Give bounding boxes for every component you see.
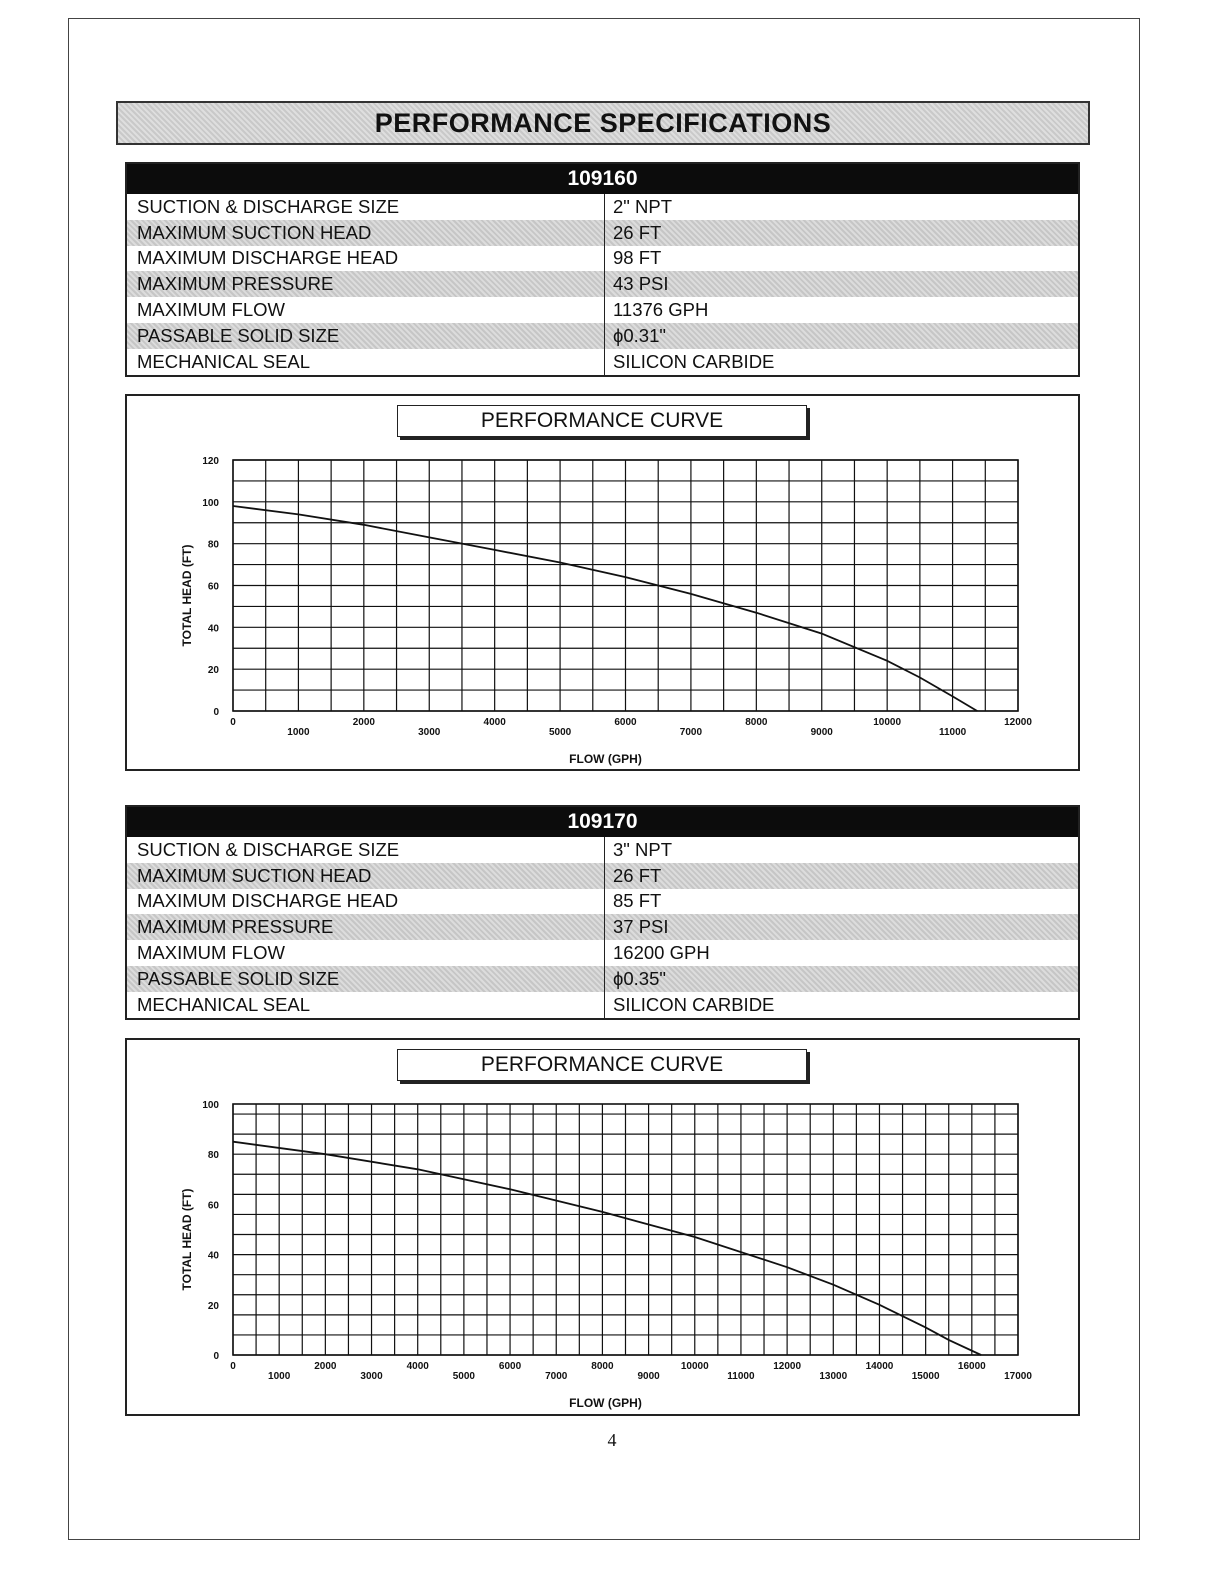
- x-tick-label: 12000: [1004, 717, 1032, 728]
- x-tick-label: 9000: [810, 727, 833, 738]
- spec-row: [127, 194, 1078, 220]
- x-tick-label: 15000: [911, 1371, 940, 1382]
- spec-value: SILICON CARBIDE: [604, 992, 1078, 1018]
- spec-label: SUCTION & DISCHARGE SIZE: [137, 195, 400, 217]
- spec-value: 98 FT: [604, 246, 1078, 272]
- spec-row: [127, 271, 1078, 297]
- x-tick-label: 9000: [637, 1371, 660, 1382]
- x-tick-label: 14000: [865, 1361, 894, 1372]
- page-number: 4: [607, 1430, 617, 1450]
- spec-label: MAXIMUM FLOW: [137, 299, 285, 321]
- model-header: 109160: [127, 164, 1078, 194]
- y-tick-label: 0: [213, 707, 219, 718]
- y-tick-label: 100: [202, 1100, 219, 1111]
- spec-label: MAXIMUM DISCHARGE HEAD: [137, 890, 399, 912]
- x-tick-label: 11000: [938, 727, 967, 738]
- spec-label: MAXIMUM DISCHARGE HEAD: [137, 247, 399, 269]
- x-tick-label: 10000: [873, 717, 902, 728]
- spec-table-109160: [125, 162, 1080, 377]
- spec-row: [127, 246, 1078, 272]
- y-tick-label: 0: [213, 1351, 219, 1362]
- x-tick-label: 3000: [360, 1371, 383, 1382]
- x-tick-label: 8000: [591, 1361, 614, 1372]
- y-tick-label: 20: [207, 1300, 219, 1312]
- x-tick-label: 0: [230, 717, 236, 728]
- performance-chart-109160: [125, 394, 1080, 771]
- spec-row: [127, 349, 1078, 375]
- spec-row: [127, 837, 1078, 863]
- series-line-109160: [233, 506, 977, 711]
- spec-label: SUCTION & DISCHARGE SIZE: [137, 838, 400, 860]
- spec-label: MECHANICAL SEAL: [137, 993, 311, 1015]
- spec-row: [127, 863, 1078, 889]
- x-tick-label: 17000: [1004, 1371, 1032, 1382]
- x-tick-label: 7000: [545, 1371, 568, 1382]
- spec-value: 11376 GPH: [604, 297, 1078, 323]
- spec-row: [127, 992, 1078, 1018]
- x-tick-label: 4000: [406, 1361, 429, 1372]
- spec-row: [127, 323, 1078, 349]
- page-title: PERFORMANCE SPECIFICATIONS: [374, 107, 832, 138]
- x-tick-label: 2000: [314, 1361, 337, 1372]
- spec-value: 26 FT: [604, 863, 1078, 889]
- model-header: 109170: [127, 807, 1078, 837]
- x-tick-label: 13000: [819, 1371, 848, 1382]
- y-axis-label: TOTAL HEAD (FT): [180, 544, 194, 647]
- spec-row: [127, 889, 1078, 915]
- spec-label: MAXIMUM SUCTION HEAD: [137, 221, 372, 243]
- spec-value: 43 PSI: [604, 271, 1078, 297]
- x-tick-label: 7000: [679, 727, 703, 738]
- spec-value: 26 FT: [604, 220, 1078, 246]
- chart-title: PERFORMANCE CURVE: [397, 405, 807, 437]
- spec-label: PASSABLE SOLID SIZE: [137, 324, 340, 346]
- chart-svg: [127, 396, 1078, 769]
- spec-value: 37 PSI: [604, 914, 1078, 940]
- x-tick-label: 5000: [548, 727, 572, 738]
- spec-label: PASSABLE SOLID SIZE: [137, 967, 340, 989]
- spec-row: [127, 940, 1078, 966]
- spec-value: SILICON CARBIDE: [604, 349, 1078, 375]
- y-axis-label: TOTAL HEAD (FT): [180, 1188, 194, 1291]
- x-tick-label: 5000: [452, 1371, 476, 1382]
- x-tick-label: 12000: [773, 1361, 802, 1372]
- spec-value: ϕ0.31": [604, 323, 1078, 349]
- x-axis-label: FLOW (GPH): [569, 1396, 642, 1410]
- spec-value: 85 FT: [604, 889, 1078, 915]
- x-tick-label: 0: [230, 1361, 236, 1372]
- y-tick-label: 60: [207, 581, 219, 593]
- page-banner: [116, 101, 1090, 145]
- x-tick-label: 8000: [745, 717, 768, 728]
- spec-row: [127, 297, 1078, 323]
- spec-row: [127, 914, 1078, 940]
- x-tick-label: 3000: [418, 727, 441, 738]
- spec-label: MAXIMUM PRESSURE: [137, 916, 334, 938]
- spec-value: 3" NPT: [604, 837, 1078, 863]
- x-axis-label: FLOW (GPH): [569, 752, 642, 766]
- chart-svg: [127, 1040, 1078, 1414]
- spec-value: 2" NPT: [604, 194, 1078, 220]
- spec-label: MAXIMUM SUCTION HEAD: [137, 864, 372, 886]
- spec-row: [127, 966, 1078, 992]
- y-tick-label: 20: [207, 665, 219, 677]
- spec-table-109170: [125, 805, 1080, 1020]
- spec-value: 16200 GPH: [604, 940, 1078, 966]
- spec-label: MAXIMUM PRESSURE: [137, 273, 334, 295]
- x-tick-label: 4000: [483, 717, 506, 728]
- spec-value: ϕ0.35": [604, 966, 1078, 992]
- x-tick-label: 1000: [287, 727, 310, 738]
- x-tick-label: 10000: [680, 1361, 709, 1372]
- x-tick-label: 11000: [727, 1371, 755, 1382]
- y-tick-label: 80: [207, 1150, 219, 1162]
- x-tick-label: 6000: [614, 717, 637, 728]
- performance-chart-109170: [125, 1038, 1080, 1416]
- x-tick-label: 2000: [352, 717, 375, 728]
- x-tick-label: 6000: [498, 1361, 522, 1372]
- y-tick-label: 60: [207, 1200, 219, 1212]
- y-tick-label: 120: [202, 456, 219, 467]
- x-tick-label: 16000: [957, 1361, 986, 1372]
- y-tick-label: 40: [207, 623, 219, 635]
- spec-label: MECHANICAL SEAL: [137, 350, 311, 372]
- y-tick-label: 40: [207, 1250, 219, 1262]
- spec-label: MAXIMUM FLOW: [137, 942, 285, 964]
- y-tick-label: 100: [202, 497, 219, 509]
- y-tick-label: 80: [207, 539, 219, 551]
- chart-title: PERFORMANCE CURVE: [397, 1049, 807, 1081]
- x-tick-label: 1000: [268, 1371, 291, 1382]
- spec-row: [127, 220, 1078, 246]
